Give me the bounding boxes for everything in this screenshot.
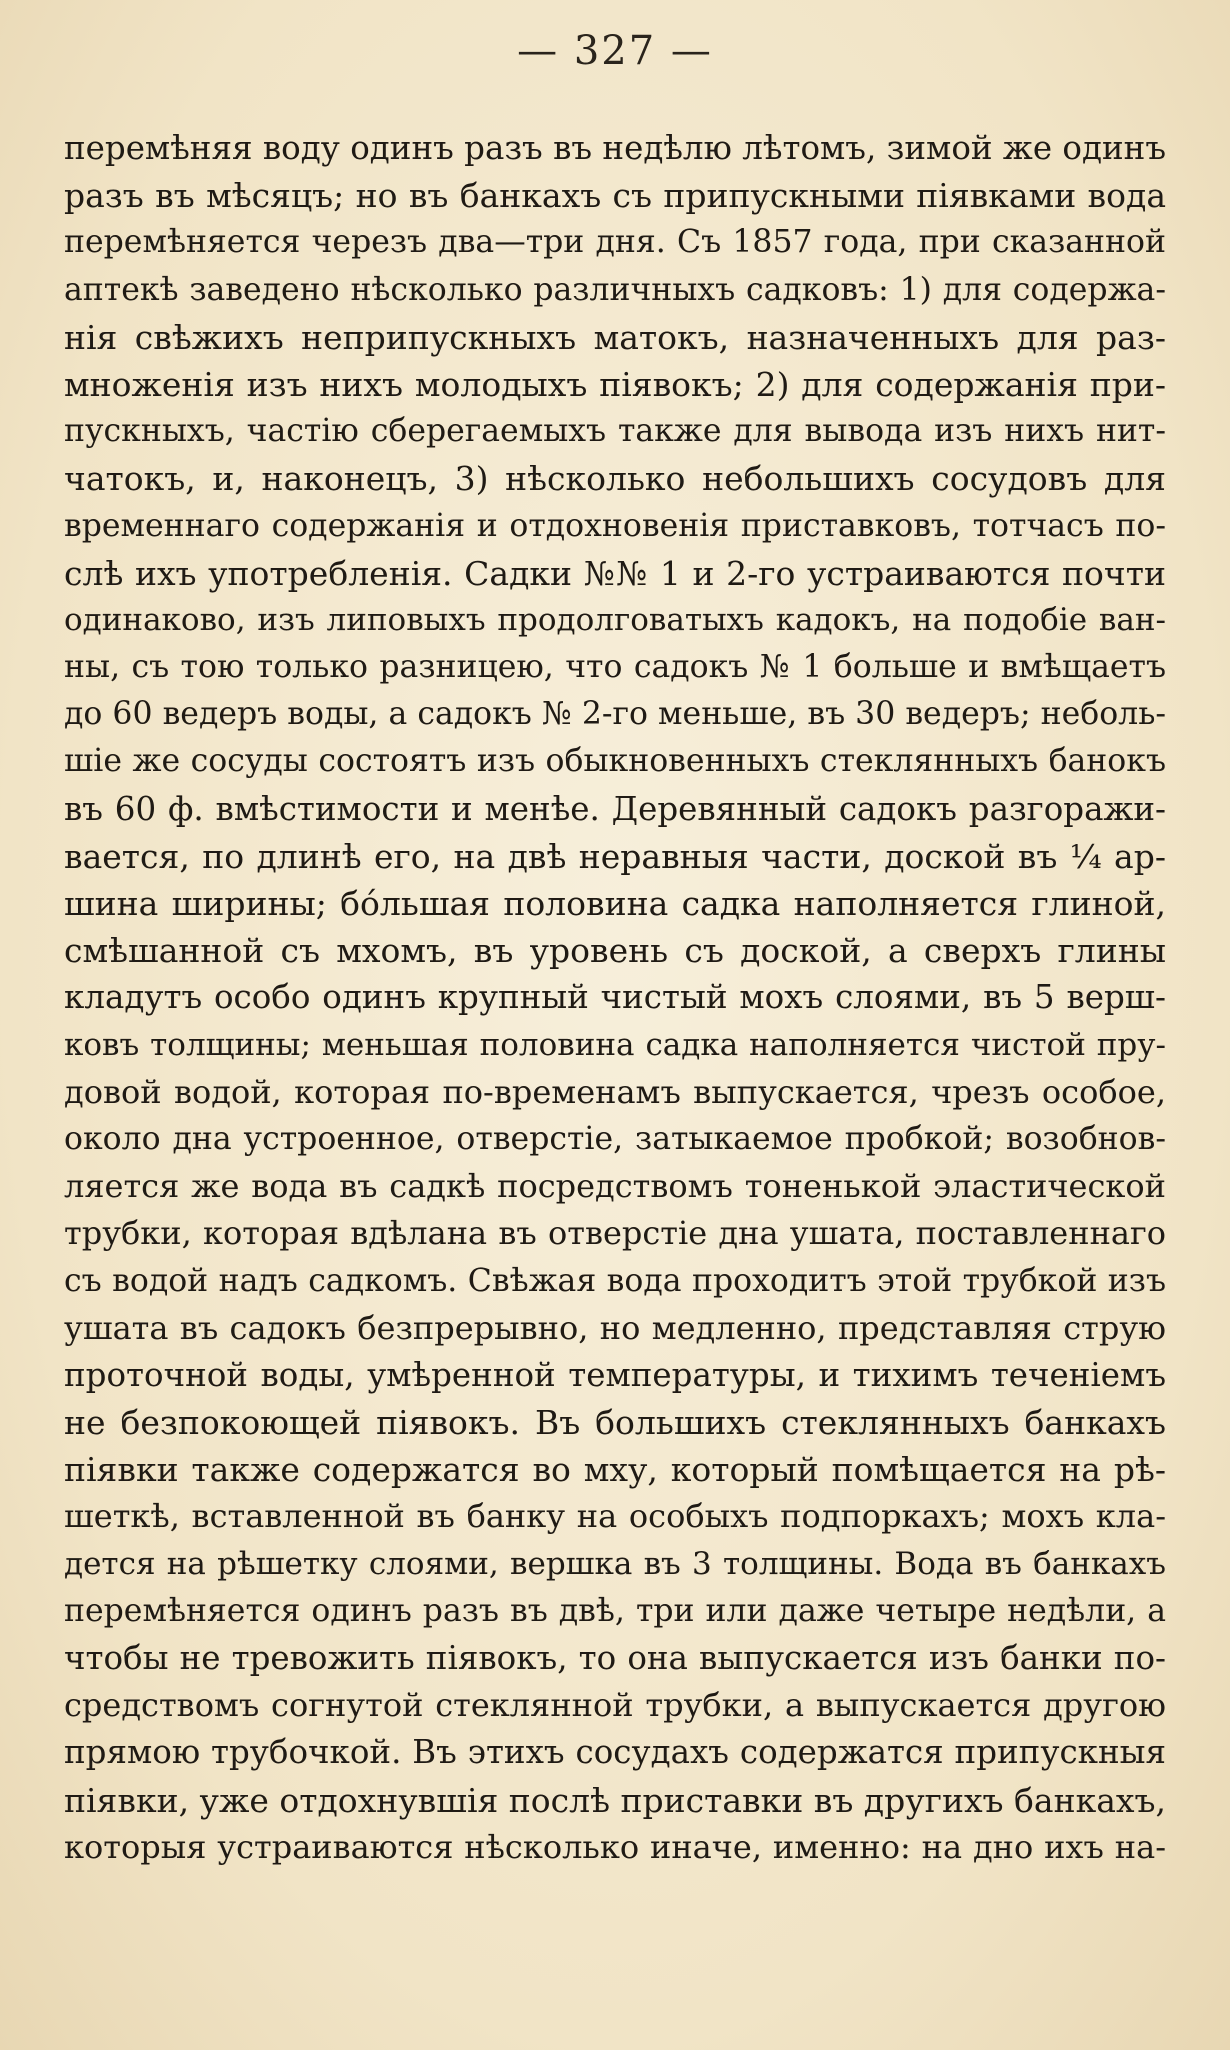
text-line: ушата въ садокъ безпрерывно, но медленно, представляя струю xyxy=(64,1308,1166,1347)
text-line: съ водой надъ садкомъ. Свѣжая вода проходитъ этой трубкой изъ xyxy=(64,1262,1166,1299)
text-line: одинаково, изъ липовыхъ продолговатыхъ кадокъ, на подобіе ван- xyxy=(64,601,1166,638)
text-line: до 60 ведеръ воды, а садокъ № 2-го меньше, въ 30 ведеръ; неболь- xyxy=(64,696,1166,733)
text-line: аптекѣ заведено нѣсколько различныхъ садковъ: 1) для содержа- xyxy=(64,271,1166,308)
text-line: слѣ ихъ употребленія. Садки №№ 1 и 2-го устраиваются почти xyxy=(64,553,1166,593)
body-text xyxy=(64,125,1166,1871)
text-line: кладутъ особо одинъ крупный чистый мохъ слоями, въ 5 верш- xyxy=(64,978,1166,1017)
text-line: прямою трубочкой. Въ этихъ сосудахъ содержатся припускныя xyxy=(64,1733,1166,1772)
text-line: чтобы не тревожить піявокъ, то она выпускается изъ банки по- xyxy=(64,1639,1166,1677)
text-line: въ 60 ф. вмѣстимости и менѣе. Деревянный садокъ разгоражи- xyxy=(64,789,1166,828)
text-line: проточной воды, умѣренной температуры, и тихимъ теченіемъ xyxy=(64,1355,1166,1394)
text-line: нія свѣжихъ неприпускныхъ матокъ, назначенныхъ для раз- xyxy=(64,317,1166,357)
text-line: шеткѣ, вставленной въ банку на особыхъ подпоркахъ; мохъ кла- xyxy=(64,1497,1166,1536)
text-line: перемѣняется черезъ два—три дня. Съ 1857 года, при сказанной xyxy=(64,224,1166,261)
text-line: не безпокоющей піявокъ. Въ большихъ стеклянныхъ банкахъ xyxy=(64,1403,1166,1443)
text-line: около дна устроенное, отверстіе, затыкаемое пробкой; возобнов- xyxy=(64,1120,1166,1157)
text-line: вается, по длинѣ его, на двѣ неравныя части, доской въ ¼ ар- xyxy=(64,836,1166,876)
text-line: ны, съ тою только разницею, что садокъ № 1 больше и вмѣщаетъ xyxy=(64,649,1166,686)
text-line: ковъ толщины; меньшая половина садка наполняется чистой пру- xyxy=(64,1026,1166,1063)
text-line: довой водой, которая по-временамъ выпускается, чрезъ особое, xyxy=(64,1072,1166,1111)
text-line: средствомъ согнутой стеклянной трубки, а выпускается другою xyxy=(64,1686,1166,1725)
text-line: разъ въ мѣсяцъ; но въ банкахъ съ припускными піявками вода xyxy=(64,176,1166,216)
text-line: ляется же вода въ садкѣ посредствомъ тоненькой эластической xyxy=(64,1167,1166,1206)
text-line: перемѣняя воду одинъ разъ въ недѣлю лѣтомъ, зимой же одинъ xyxy=(64,129,1166,167)
text-line: піявки, уже отдохнувшія послѣ приставки въ другихъ банкахъ, xyxy=(64,1780,1166,1820)
text-line: которыя устраиваются нѣсколько иначе, именно: на дно ихъ на- xyxy=(64,1827,1166,1866)
text-line: чатокъ, и, наконецъ, 3) нѣсколько небольшихъ сосудовъ для xyxy=(64,459,1166,499)
text-line: шина ширины; бóльшая половина садка наполняется глиной, xyxy=(64,884,1166,923)
text-line: піявки также содержатся во мху, который помѣщается на рѣ- xyxy=(64,1450,1166,1490)
text-line: шіе же сосуды состоятъ изъ обыкновенныхъ стеклянныхъ банокъ xyxy=(64,743,1166,780)
text-line: временнаго содержанія и отдохновенія приставковъ, тотчасъ по- xyxy=(64,507,1166,544)
text-line: трубки, которая вдѣлана въ отверстіе дна ушата, поставленнаго xyxy=(64,1214,1166,1253)
text-line: дется на рѣшетку слоями, вершка въ 3 толщины. Вода въ банкахъ xyxy=(64,1545,1166,1582)
text-line: смѣшанной съ мхомъ, въ уровень съ доской, а сверхъ глины xyxy=(64,931,1166,971)
text-line: перемѣняется одинъ разъ въ двѣ, три или даже четыре недѣли, а xyxy=(64,1592,1166,1629)
text-line: множенія изъ нихъ молодыхъ піявокъ; 2) для содержанія при- xyxy=(64,364,1166,404)
page-number: — 327 — xyxy=(517,28,713,74)
text-line: пускныхъ, частію сберегаемыхъ также для вывода изъ нихъ нит- xyxy=(64,413,1166,450)
